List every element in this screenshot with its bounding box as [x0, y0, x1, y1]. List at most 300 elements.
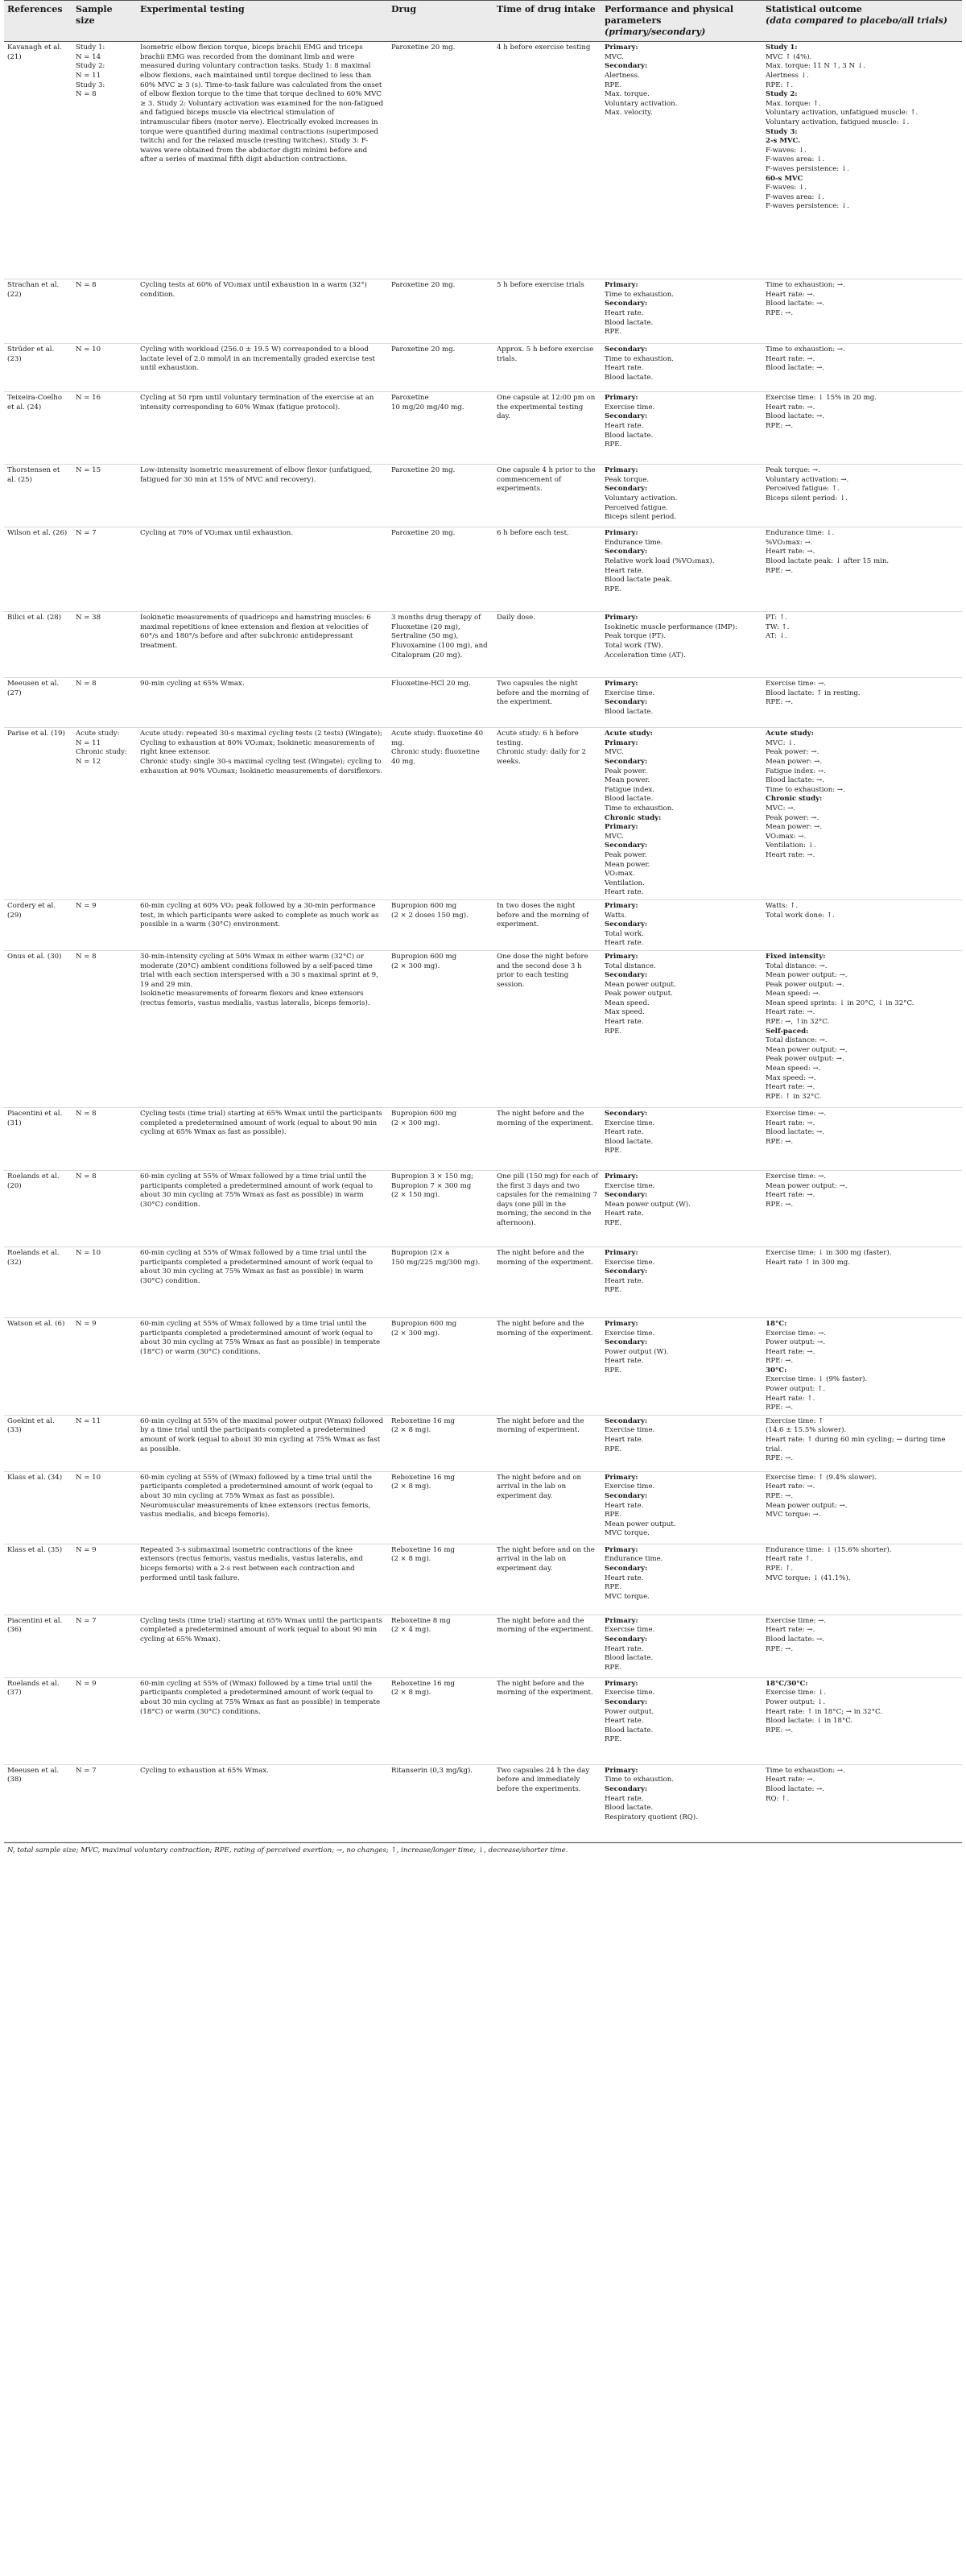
cell-experimental-testing [137, 1107, 388, 1170]
cell-line: Blood lactate. [605, 318, 654, 327]
cell-line: Watts. [605, 911, 627, 920]
cell-line: Peak power. [605, 850, 647, 859]
cell-reference [4, 1764, 72, 1842]
cell-line: 60-min cycling at 55% of (Wmax) followed by a time trial until the participants completed a predetermined amount of work (equal to about 30 min cycling at 75% Wmax as fast as possible). [140, 1473, 374, 1501]
cell-line: Total distance: →. [766, 961, 828, 970]
cell-line: Alertness. [605, 72, 640, 81]
cell-line: Roelands et al. (32) [7, 1248, 60, 1267]
cell-line: Primary: [605, 738, 638, 747]
cell-line: RPE. [605, 1511, 622, 1520]
cell-line: Acute study: [76, 730, 120, 738]
cell-line: Max speed. [605, 1008, 645, 1017]
cell-line: Mean power output: →. [766, 1181, 848, 1190]
cell-statistical-outcome [762, 344, 962, 392]
cell-line: Heart rate. [605, 364, 644, 373]
cell-line: Blood lactate: →. [766, 1128, 825, 1137]
cell-line: Exercise time. [605, 403, 655, 411]
cell-line: RPE. [605, 585, 622, 593]
cell-line: Exercise time. [605, 1329, 655, 1338]
cell-line: Paroxetine 20 mg. [391, 529, 456, 538]
cell-line: The night before and on arrival in the lab on experiment day. [497, 1473, 582, 1501]
cell-line: Heart rate. [605, 1276, 644, 1285]
cell-time-of-intake [493, 344, 601, 392]
cell-experimental-testing [137, 1677, 388, 1764]
table-row [4, 1471, 962, 1544]
cell-line: N = 9 [76, 1679, 97, 1688]
cell-line: N = 9 [76, 1545, 97, 1554]
cell-line: Heart rate: →. [766, 1482, 815, 1491]
cell-time-of-intake [493, 42, 601, 279]
cell-line: Heart rate: →. [766, 850, 815, 859]
cell-reference [4, 678, 72, 728]
cell-time-of-intake [493, 465, 601, 527]
cell-time-of-intake [493, 1615, 601, 1677]
cell-line: Ventilation: ↓. [766, 841, 816, 850]
cell-line: Peak torque (PT). [605, 632, 667, 641]
cell-line: Heart rate. [605, 1209, 644, 1218]
cell-line: Bupropion 600 mg [391, 1319, 457, 1328]
cell-line: Voluntary activation, fatigued muscle: ↓. [766, 118, 910, 126]
cell-line: Blood lactate: →. [766, 776, 825, 785]
cell-line: Peak power output: →. [766, 1055, 844, 1064]
cell-experimental-testing [137, 392, 388, 465]
table-row [4, 899, 962, 950]
cell-line: N = 7 [76, 1616, 97, 1625]
cell-line: Chronic study: [766, 795, 823, 804]
cell-line: 4 h before exercise testing [497, 43, 591, 52]
cell-drug [388, 950, 493, 1107]
cell-performance-parameters [601, 1544, 762, 1615]
cell-reference [4, 1544, 72, 1615]
cell-line: Klass et al. (35) [7, 1545, 63, 1554]
cell-reference [4, 950, 72, 1107]
cell-line: Primary: [605, 823, 638, 832]
cell-drug [388, 1471, 493, 1544]
header-sample-size: Sample size [72, 1, 137, 42]
cell-performance-parameters [601, 42, 762, 279]
cell-line: RPE. [605, 1366, 622, 1375]
cell-line: Heart rate. [605, 1436, 644, 1445]
cell-drug [388, 612, 493, 678]
cell-line: RPE. [605, 1735, 622, 1744]
cell-line: Reboxetine 16 mg [391, 1679, 456, 1688]
cell-line: (2 × 4 mg). [391, 1626, 431, 1635]
cell-line: Heart rate: →. [766, 1347, 815, 1356]
cell-line: The night before and the morning of the experiment. [497, 1616, 593, 1635]
cell-line: Mean speed. [605, 999, 650, 1007]
cell-line: Secondary: [605, 1492, 648, 1501]
cell-line: Mean power output. [605, 1520, 676, 1528]
cell-line: Heart rate. [605, 1018, 644, 1027]
cell-line: Primary: [605, 529, 638, 538]
cell-line: Blood lactate: →. [766, 1785, 825, 1794]
cell-drug [388, 1764, 493, 1842]
cell-performance-parameters [601, 1471, 762, 1544]
cell-line: Bupropion 3 × 150 mg; [391, 1172, 474, 1180]
table-row [4, 728, 962, 900]
cell-performance-parameters [601, 728, 762, 900]
cell-line: Fatigue index. [605, 785, 655, 794]
cell-line: Peak power output. [605, 990, 673, 999]
cell-line: Mean power output. [605, 980, 676, 989]
cell-line: N = 8 [76, 952, 97, 961]
cell-statistical-outcome [762, 42, 962, 279]
cell-line: Total work (TW). [605, 642, 663, 651]
cell-line: N = 11 [76, 738, 101, 747]
cell-line: Peak power: →. [766, 813, 819, 822]
cell-line: Power output: ↑. [766, 1385, 826, 1394]
cell-line: Paroxetine 20 mg. [391, 345, 456, 354]
cell-reference [4, 612, 72, 678]
cell-reference [4, 1170, 72, 1247]
cell-line: Cycling with workload (256.0 ± 19.5 W) corresponded to a blood lactate level of 2.0 mmol/l in an incrementally graded exercise test until exhaustion. [140, 345, 375, 373]
cell-drug [388, 465, 493, 527]
cell-line: RPE. [605, 1663, 622, 1672]
cell-performance-parameters [601, 527, 762, 612]
cell-line: One dose the night before and the second dose 3 h prior to each testing session. [497, 952, 588, 989]
header-performance-subtitle: (primary/secondary) [605, 26, 706, 37]
cell-line: Cycling tests (time trial) starting at 65% Wmax until the participants completed a predetermined amount of work (equal to about 90 min cycling at 65% Wmax). [140, 1616, 382, 1644]
table-row [4, 465, 962, 527]
cell-line: 2-s MVC. [766, 137, 801, 146]
cell-sample-size [72, 344, 137, 392]
cell-line: The night before and on the arrival in the lab on experiment day. [497, 1545, 595, 1573]
cell-line: Reboxetine 16 mg [391, 1416, 456, 1425]
cell-time-of-intake [493, 1247, 601, 1317]
table-row [4, 1247, 962, 1317]
cell-line: Exercise time: ↓. [766, 1689, 827, 1697]
cell-sample-size [72, 1170, 137, 1247]
cell-line: N = 8 [76, 90, 97, 99]
cell-line: Voluntary activation. [605, 99, 678, 108]
table-row [4, 1317, 962, 1415]
cell-line: Acute study: fluoxetine 40 mg. [391, 730, 484, 747]
cell-line: Isokinetic measurements of forearm flexors and knee extensors (rectus femoris, vastus medialis, vastus lateralis, biceps femoris). [140, 990, 370, 1007]
cell-reference [4, 279, 72, 344]
studies-table [4, 0, 962, 1842]
cell-line: Total distance. [605, 961, 656, 970]
cell-reference [4, 344, 72, 392]
cell-line: Heart rate: →. [766, 1083, 815, 1092]
cell-statistical-outcome [762, 950, 962, 1107]
cell-line: RPE: ↑. [766, 1565, 794, 1573]
cell-line: Heart rate. [605, 939, 644, 948]
table-row [4, 678, 962, 728]
cell-line: N = 7 [76, 529, 97, 538]
cell-line: RPE. [605, 440, 622, 449]
cell-sample-size [72, 950, 137, 1107]
table-row [4, 612, 962, 678]
table-row [4, 1544, 962, 1615]
cell-drug [388, 1247, 493, 1317]
cell-line: Peak torque: →. [766, 466, 820, 475]
cell-reference [4, 1317, 72, 1415]
cell-performance-parameters [601, 612, 762, 678]
cell-experimental-testing [137, 950, 388, 1107]
cell-line: Primary: [605, 1545, 638, 1554]
cell-performance-parameters [601, 279, 762, 344]
cell-line: Time to exhaustion: →. [766, 1766, 845, 1775]
cell-line: Relative work load (%VO₂max). [605, 557, 715, 566]
cell-line: Watson et al. (6) [7, 1319, 65, 1328]
cell-line: N = 10 [76, 1473, 101, 1482]
cell-sample-size [72, 1107, 137, 1170]
cell-statistical-outcome [762, 1615, 962, 1677]
cell-line: TW: ↑. [766, 622, 790, 631]
cell-line: MVC torque: →. [766, 1511, 821, 1520]
cell-line: Endurance time. [605, 1555, 663, 1564]
cell-line: Secondary: [605, 485, 648, 494]
cell-line: RPE. [605, 1218, 622, 1227]
cell-line: Self-paced: [766, 1027, 809, 1036]
cell-line: Secondary: [605, 1785, 648, 1794]
cell-line: Study 1: [76, 43, 105, 52]
cell-line: Roelands et al. (20) [7, 1172, 60, 1190]
cell-reference [4, 1247, 72, 1317]
cell-line: 60-min cycling at 55% of the maximal power output (Wmax) followed by a time trial until the participants completed a predetermined amount of work (equal to about 30 min cycling at 75% Wmax as fast as possible. [140, 1416, 384, 1453]
cell-line: Secondary: [605, 1267, 648, 1276]
cell-line: RPE. [605, 328, 622, 337]
cell-line: Acute study: [766, 730, 814, 738]
cell-line: Teixeira-Coelho et al. (24) [7, 394, 63, 411]
cell-line: Ritanserin (0,3 mg/kg). [391, 1766, 473, 1775]
cell-line: Heart rate: →. [766, 403, 815, 411]
cell-statistical-outcome [762, 1544, 962, 1615]
cell-line: VO₂max: →. [766, 832, 807, 841]
cell-line: Exercise time: →. [766, 1616, 827, 1625]
cell-line: Time to exhaustion: →. [766, 281, 845, 290]
cell-line: Exercise time. [605, 1689, 655, 1697]
cell-experimental-testing [137, 678, 388, 728]
cell-line: Cycling to exhaustion at 65% Wmax. [140, 1766, 269, 1775]
cell-line: Primary: [605, 680, 638, 688]
cell-line: VO₂max. [605, 870, 635, 879]
cell-experimental-testing [137, 1415, 388, 1471]
cell-line: Heart rate. [605, 1128, 644, 1137]
cell-drug [388, 1107, 493, 1170]
cell-line: Secondary: [605, 1109, 648, 1118]
cell-line: Meeusen et al. (38) [7, 1766, 60, 1784]
cell-reference [4, 1107, 72, 1170]
cell-line: Primary: [605, 466, 638, 475]
cell-line: Chronic study: [76, 748, 127, 757]
cell-line: Heart rate. [605, 1644, 644, 1653]
cell-sample-size [72, 1544, 137, 1615]
cell-line: Mean power output: →. [766, 971, 848, 980]
cell-statistical-outcome [762, 1415, 962, 1471]
cell-line: 150 mg/225 mg/300 mg). [391, 1258, 481, 1267]
cell-line: Primary: [605, 1319, 638, 1328]
cell-time-of-intake [493, 527, 601, 612]
cell-line: Biceps silent period. [605, 513, 677, 522]
cell-line: (2 × 8 mg). [391, 1555, 431, 1564]
cell-line: Piacentini et al. (31) [7, 1109, 63, 1127]
cell-line: Strachan et al. (22) [7, 281, 60, 299]
cell-line: N = 9 [76, 901, 97, 910]
cell-line: MVC: →. [766, 804, 796, 812]
header-statistical-outcome: Statistical outcome (data compared to placebo/all trials) [762, 1, 962, 42]
cell-statistical-outcome [762, 1247, 962, 1317]
cell-line: Cycling tests at 60% of VO₂max until exhaustion in a warm (32°) condition. [140, 281, 367, 299]
cell-line: Meeusen et al. (27) [7, 680, 60, 697]
cell-line: RQ: ↑. [766, 1794, 790, 1803]
cell-line: Goekint et al. (33) [7, 1416, 55, 1435]
cell-line: Heart rate: →. [766, 290, 815, 299]
cell-line: Primary: [605, 1766, 638, 1775]
cell-line: Acute study: 6 h before testing. [497, 730, 579, 747]
cell-line: (2 × 300 mg). [391, 961, 440, 970]
cell-line: 6 h before each test. [497, 529, 569, 538]
cell-drug [388, 1170, 493, 1247]
cell-experimental-testing [137, 42, 388, 279]
table-body [4, 42, 962, 1842]
cell-reference [4, 392, 72, 465]
cell-line: Chronic study: single 30-s maximal cycling test (Wingate); cycling to exhaustion at 90% VO₂max; Isokinetic measurements of dorsiflexors. [140, 758, 382, 775]
cell-line: Blood lactate. [605, 374, 654, 382]
cell-experimental-testing [137, 344, 388, 392]
cell-statistical-outcome [762, 678, 962, 728]
table-row [4, 1764, 962, 1842]
cell-reference [4, 728, 72, 900]
cell-line: Exercise time: →. [766, 680, 827, 688]
cell-time-of-intake [493, 1677, 601, 1764]
cell-experimental-testing [137, 1471, 388, 1544]
cell-line: Secondary: [605, 300, 648, 308]
cell-line: Cycling tests (time trial) starting at 65% Wmax until the participants completed a predetermined amount of work (equal to about 90 min cycling at 65% Wmax as fast as possible). [140, 1109, 382, 1137]
cell-line: 18°C/30°C: [766, 1679, 808, 1688]
cell-line: Blood lactate peak: ↓ after 15 min. [766, 557, 890, 566]
cell-line: Secondary: [605, 1565, 648, 1573]
cell-line: Paroxetine [391, 394, 429, 403]
cell-line: Primary: [605, 614, 638, 622]
cell-performance-parameters [601, 1615, 762, 1677]
cell-line: Heart rate. [605, 566, 644, 575]
cell-line: N = 14 [76, 52, 101, 61]
cell-time-of-intake [493, 1107, 601, 1170]
cell-sample-size [72, 1677, 137, 1764]
cell-performance-parameters [601, 1677, 762, 1764]
cell-statistical-outcome [762, 899, 962, 950]
cell-sample-size [72, 1764, 137, 1842]
cell-performance-parameters [601, 1107, 762, 1170]
cell-reference [4, 899, 72, 950]
cell-line: Secondary: [605, 841, 648, 850]
cell-sample-size [72, 527, 137, 612]
cell-time-of-intake [493, 1317, 601, 1415]
cell-line: Heart rate: ↑ in 18°C; → in 32°C. [766, 1707, 882, 1716]
cell-line: Paroxetine 20 mg. [391, 466, 456, 475]
cell-statistical-outcome [762, 728, 962, 900]
cell-line: Blood lactate. [605, 431, 654, 440]
cell-line: N = 8 [76, 281, 97, 290]
cell-line: Peak power. [605, 767, 647, 775]
cell-drug [388, 1317, 493, 1415]
cell-line: MVC: ↓. [766, 738, 796, 747]
cell-line: Mean power output (W). [605, 1200, 691, 1209]
cell-line: (2 × 8 mg). [391, 1689, 431, 1697]
cell-line: Blood lactate. [605, 1137, 654, 1146]
cell-line: Power output (W). [605, 1347, 669, 1356]
cell-line: N = 8 [76, 680, 97, 688]
cell-line: Study 3: [766, 127, 798, 136]
header-performance-parameters: Performance and physical parameters (primary/secondary) [601, 1, 762, 42]
cell-line: Max. torque: 11 N ↑, 3 N ↓. [766, 62, 865, 71]
cell-line: Wilson et al. (26) [7, 529, 68, 538]
cell-line: F-waves persistence: ↓. [766, 202, 849, 211]
cell-line: Exercise time: →. [766, 1172, 827, 1180]
cell-line: Total distance: →. [766, 1036, 828, 1045]
cell-experimental-testing [137, 728, 388, 900]
cell-line: Voluntary activation. [605, 494, 678, 503]
cell-line: Secondary: [605, 345, 648, 354]
cell-experimental-testing [137, 465, 388, 527]
cell-line: Mean speed sprints: ↓ in 20°C, ↓ in 32°C. [766, 999, 914, 1007]
cell-line: RPE: →. [766, 1357, 794, 1366]
cell-line: Kavanagh et al. (21) [7, 43, 62, 61]
cell-line: Perceived fatigue. [605, 503, 668, 512]
cell-time-of-intake [493, 1764, 601, 1842]
cell-line: Heart rate: →. [766, 1776, 815, 1784]
cell-line: Heart rate: ↑. [766, 1394, 815, 1403]
cell-line: Mean power. [605, 776, 650, 785]
cell-line: AT: ↓. [766, 632, 787, 641]
cell-line: Biceps silent period: ↓. [766, 494, 848, 503]
cell-line: Cycling at 50 rpm until voluntary termination of the exercise at an intensity corresponding to 60% Wmax (fatigue protocol). [140, 394, 374, 411]
cell-time-of-intake [493, 899, 601, 950]
cell-sample-size [72, 42, 137, 279]
cell-drug [388, 1544, 493, 1615]
cell-line: 3 months drug therapy of Fluoxetine (20 mg), Sertraline (50 mg), Fluvoxamine (100 mg), and Citalopram (20 mg). [391, 614, 488, 660]
cell-line: Power output: ↓. [766, 1698, 826, 1707]
cell-line: Acute study: repeated 30-s maximal cycling tests (2 tests) (Wingate); Cycling to exhaustion at 80% VO₂max; Isokinetic measurements of right knee extensor. [140, 730, 382, 757]
cell-experimental-testing [137, 1170, 388, 1247]
cell-line: Low-intensity isometric measurement of elbow flexor (unfatigued, fatigued for 30 min at 15% of MVC and recovery). [140, 466, 373, 484]
cell-line: Onus et al. (30) [7, 952, 62, 961]
cell-line: RPE: →. [766, 698, 794, 707]
cell-line: Perceived fatigue: ↑. [766, 485, 840, 494]
cell-line: Mean power. [605, 860, 650, 869]
cell-line: Secondary: [605, 1191, 648, 1200]
cell-line: In two doses the night before and the morning of experiment. [497, 901, 589, 929]
cell-line: Isometric elbow flexion torque, biceps brachii EMG and triceps brachii EMG was recorded from the dominant limb and were measured during voluntary contraction tasks. Study 1: 8 maximal elbow flexions, each maintained until torque declined to less than 60% MVC ≥ 3 (s). Time-to-task failure was calculated from the onset of elbow flexion torque to the time that torque declined to 60% MVC ≥ 3. Study 2: Voluntary activation was examined for the non-fatigued and fatigued biceps muscle via electrical stimulation of intramuscular fibers (motor nerve). Electrically evoked increases in torque were quantified during maximal contractions (superimposed twitch) and for the relaxed muscle (resting twitches). Study 3: F-waves were obtained from the abductor digiti minimi before and after a series of maximal fifth digit abduction contractions. [140, 43, 384, 164]
cell-line: F-waves persistence: ↓. [766, 164, 849, 173]
table-row [4, 1170, 962, 1247]
cell-statistical-outcome [762, 1764, 962, 1842]
cell-line: RPE: ↑ in 32°C. [766, 1092, 822, 1101]
cell-line: 5 h before exercise trials [497, 281, 584, 290]
cell-line: (2 × 2 doses 150 mg). [391, 911, 469, 920]
cell-line: Blood lactate: →. [766, 364, 825, 373]
cell-sample-size [72, 678, 137, 728]
cell-line: Blood lactate. [605, 1804, 654, 1813]
table-row [4, 42, 962, 279]
cell-line: One capsule at 12:00 pm on the experimental testing day. [497, 394, 596, 421]
cell-line: RPE. [605, 1027, 622, 1036]
cell-reference [4, 1615, 72, 1677]
cell-drug [388, 1415, 493, 1471]
cell-line: Secondary: [605, 62, 648, 71]
cell-drug [388, 344, 493, 392]
cell-line: Blood lactate peak. [605, 576, 672, 585]
cell-performance-parameters [601, 344, 762, 392]
cell-experimental-testing [137, 1247, 388, 1317]
cell-line: Time to exhaustion. [605, 804, 674, 812]
cell-line: Heart rate ↑ in 300 mg. [766, 1258, 850, 1267]
cell-line: Exercise time. [605, 1626, 655, 1635]
cell-line: Respiratory quotient (RQ). [605, 1813, 698, 1821]
cell-line: Time to exhaustion: →. [766, 785, 845, 794]
cell-line: Fluoxetine-HCl 20 mg. [391, 680, 471, 688]
